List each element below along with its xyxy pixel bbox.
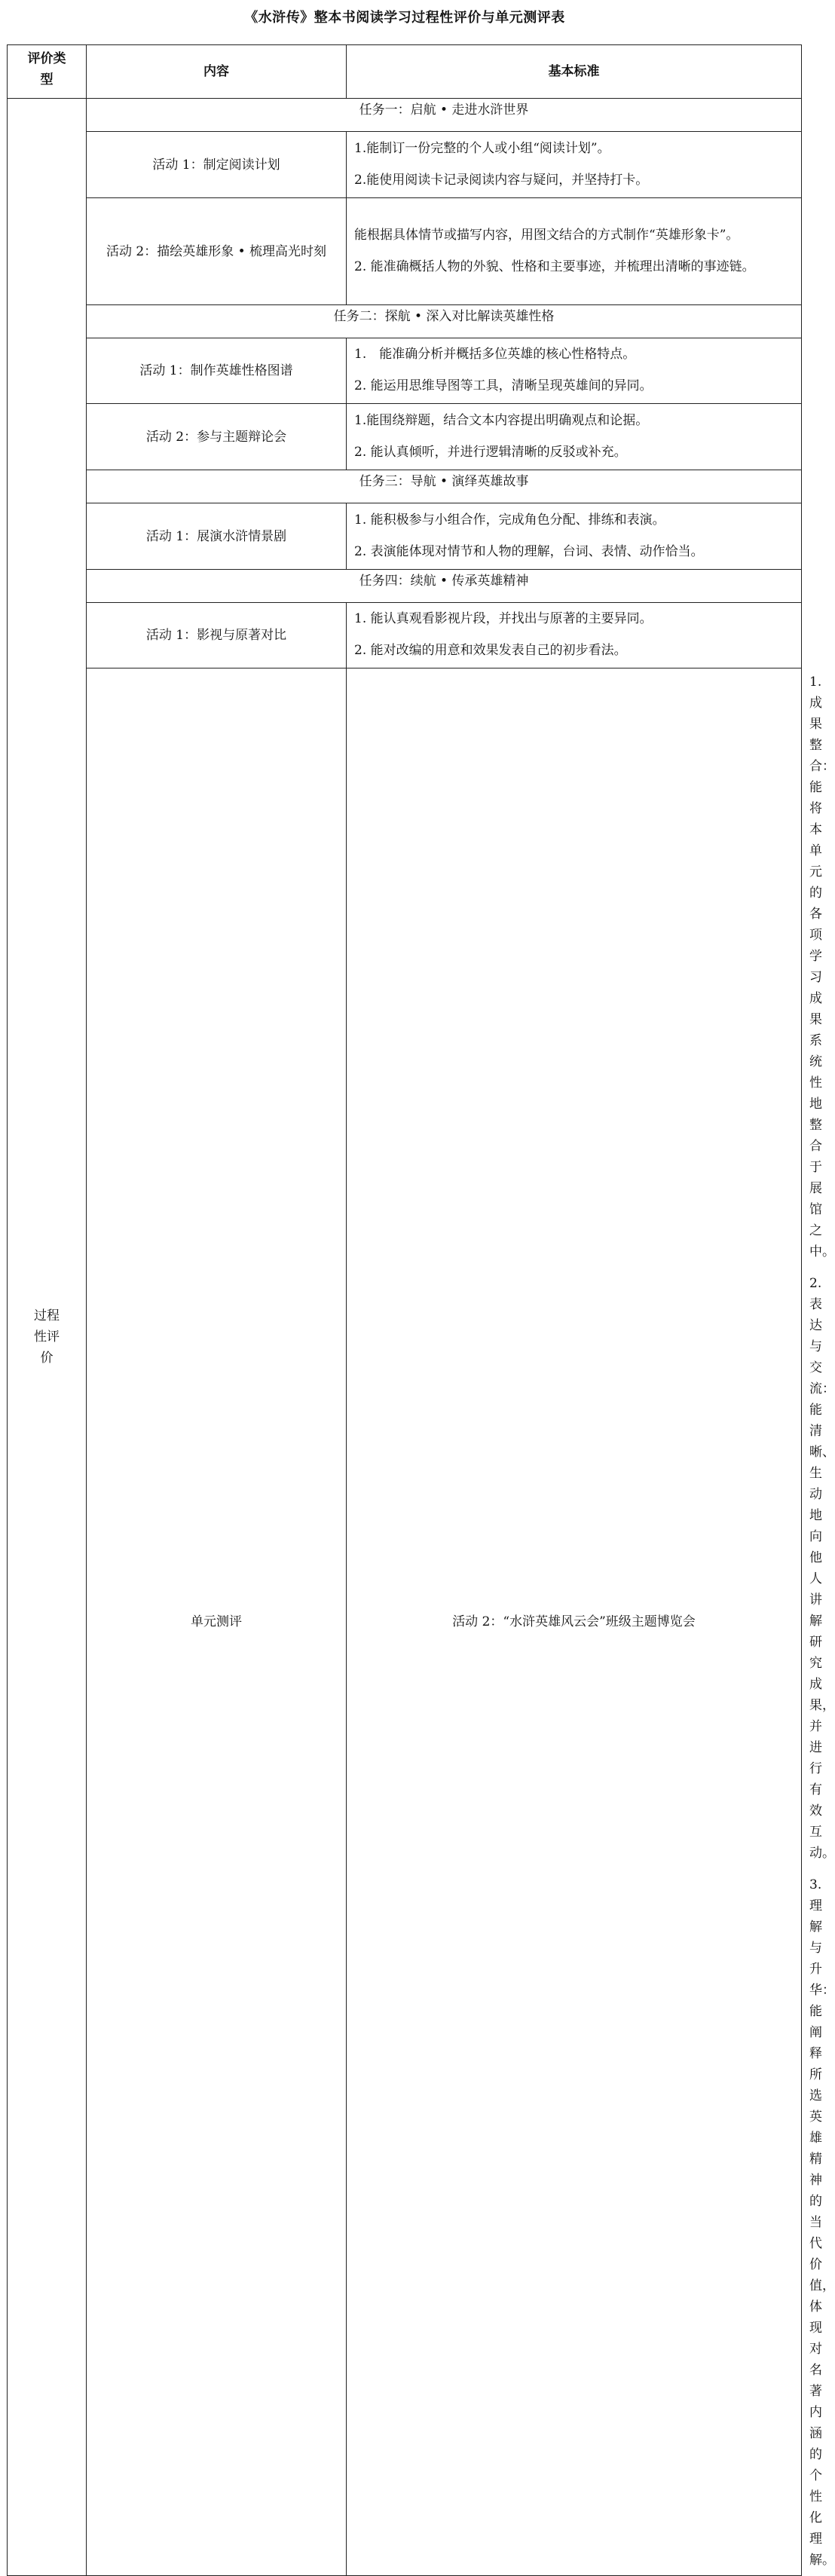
task-row [8,570,802,603]
activity-name: 活动 2：参与主题辩论会 [87,404,347,470]
header-content: 内容 [87,45,347,99]
criteria-cell [347,132,802,198]
activity-name: 活动 1：展演水浒情景剧 [87,503,347,570]
task-row [8,470,802,503]
criterion: 1.能制订一份完整的个人或小组“阅读计划”。 [354,140,610,156]
criterion: 能根据具体情节或描写内容，用图文结合的方式制作“英雄形象卡”。 [354,227,739,243]
activity-name: 活动 1：制作英雄性格图谱 [87,338,347,404]
criterion: 2. 能准确概括人物的外貌、性格和主要事迹，并梳理出清晰的事迹链。 [354,259,755,274]
criterion: 2. 表演能体现对情节和人物的理解，台词、表情、动作恰当。 [354,543,704,559]
criteria-cell [347,338,802,404]
evaluation-table [7,44,835,2576]
activity-row [8,338,802,404]
header-standard: 基本标准 [347,45,802,99]
criterion: 1. 能准确分析并概括多位英雄的核心性格特点。 [354,347,636,362]
activity-row [8,603,802,668]
task-title: 任务二：探航 • 深入对比解读英雄性格 [87,305,802,338]
task-title: 任务一：启航 • 走进水浒世界 [87,99,802,132]
task-title: 任务四：续航 • 传承英雄精神 [87,570,802,603]
criteria-cell [347,198,802,305]
activity-name: 活动 2：“水浒英雄风云会”班级主题博览会 [347,668,802,2576]
criterion: 2. 能运用思维导图等工具，清晰呈现英雄间的异同。 [354,378,653,393]
task-row [8,305,802,338]
activity-row [8,503,802,570]
header-row [8,45,802,99]
page-title: 《水浒传》整本书阅读学习过程性评价与单元测评表 [244,10,565,26]
activity-row [8,132,802,198]
activity-name: 活动 1：制定阅读计划 [87,132,347,198]
criteria-cell [347,603,802,668]
eval-type-unit: 单元测评 [87,668,347,2576]
criterion: 1. 能认真观看影视片段，并找出与原著的主要异同。 [354,611,653,626]
criterion: 2.能使用阅读卡记录阅读内容与疑问，并坚持打卡。 [354,172,649,188]
eval-type-process: 过程性评价 [8,99,87,2576]
task-row [8,99,802,132]
criterion: 1. 能积极参与小组合作，完成角色分配、排练和表演。 [354,512,665,528]
unit-row: 单元测评 活动 2：“水浒英雄风云会”班级主题博览会 1. 成果整合：能将本单元的各项学习成果系统性地整合于展馆之中。 2. 表达与交流：能清晰、生动地向他人讲解研究成果，并进行有效互动。 3. 理解与升华：能阐释所选英雄精神的当代价值，体现对名著内涵的个性化理解。 [8,668,802,2576]
criterion: 1.能围绕辩题，结合文本内容提出明确观点和论据。 [354,412,649,428]
criteria-cell [347,503,802,570]
task-title: 任务三：导航 • 演绎英雄故事 [87,470,802,503]
criterion: 2. 能对改编的用意和效果发表自己的初步看法。 [354,643,627,658]
activity-name: 活动 1：影视与原著对比 [87,603,347,668]
activity-row [8,198,802,305]
header-eval-type: 评价类型 [8,45,87,99]
activity-row [8,404,802,470]
criteria-cell [347,404,802,470]
criterion: 2. 能认真倾听，并进行逻辑清晰的反驳或补充。 [354,444,627,460]
activity-name: 活动 2：描绘英雄形象 • 梳理高光时刻 [87,198,347,305]
